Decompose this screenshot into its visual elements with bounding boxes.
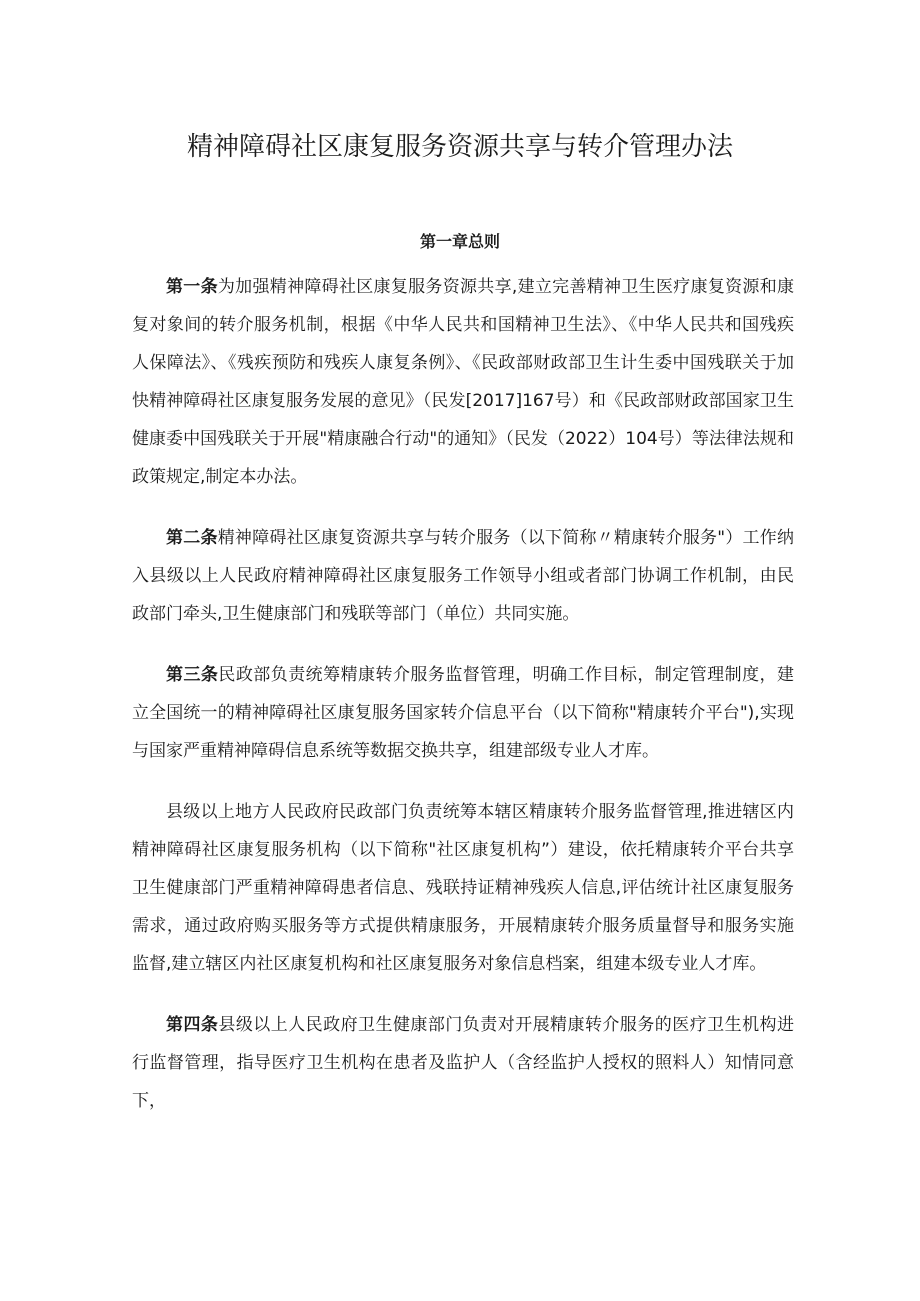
article-label: 第三条 [166,665,219,685]
document-title: 精神障碍社区康复服务资源共享与转介管理办法 [186,132,733,162]
paragraph-article-3 [132,656,794,770]
article-label: 第四条 [166,1015,219,1035]
paragraph-article-1 [132,268,794,496]
paragraph-text: 民政部负责统筹精康转介服务监督管理，明确工作目标，制定管理制度，建立全国统一的精神障碍社区康复服务国家转介信息平台（以下简称"精康转介平台"),实现与国家严重精神障碍信息系统等数据交换共享，组建部级专业人才库。 [132,665,795,761]
paragraph-article-2 [132,519,794,633]
paragraph-text: 县级以上人民政府卫生健康部门负责对开展精康转介服务的医疗卫生机构进行监督管理，指导医疗卫生机构在患者及监护人（含经监护人授权的照料人）知情同意下， [132,1015,795,1111]
paragraph-text: 精神障碍社区康复资源共享与转介服务（以下简称〃精康转介服务"）工作纳入县级以上人民政府精神障碍社区康复服务工作领导小组或者部门协调工作机制，由民政部门牵头,卫生健康部门和残联等部门（单位）共同实施。 [132,528,794,624]
document-body [132,268,794,1143]
chapter-heading: 第一章总则 [419,232,500,251]
paragraph-article-3-continued [132,793,794,983]
paragraph-text: 县级以上地方人民政府民政部门负责统筹本辖区精康转介服务监督管理,推进辖区内精神障碍社区康复服务机构（以下简称"社区康复机构”）建设，依托精康转介平台共享卫生健康部门严重精神障碍患者信息、残联持证精神残疾人信息,评估统计社区康复服务需求，通过政府购买服务等方式提供精康服务，开展精康转介服务质量督导和服务实施监督,建立辖区内社区康复机构和社区康复服务对象信息档案，组建本级专业人才库。 [132,802,794,974]
article-label: 第一条 [166,277,218,297]
article-label: 第二条 [166,528,218,548]
paragraph-text: 为加强精神障碍社区康复服务资源共享,建立完善精神卫生医疗康复资源和康复对象间的转介服务机制，根据《中华人民共和国精神卫生法》、《中华人民共和国残疾人保障法》、《残疾预防和残疾人康复条例》、《民政部财政部卫生计生委中国残联关于加快精神障碍社区康复服务发展的意见》（民发[2017]167号）和《民政部财政部国家卫生健康委中国残联关于开展"精康融合行动"的通知》（民发（2022）104号）等法律法规和政策规定,制定本办法。 [132,277,795,487]
paragraph-article-4 [132,1006,794,1120]
